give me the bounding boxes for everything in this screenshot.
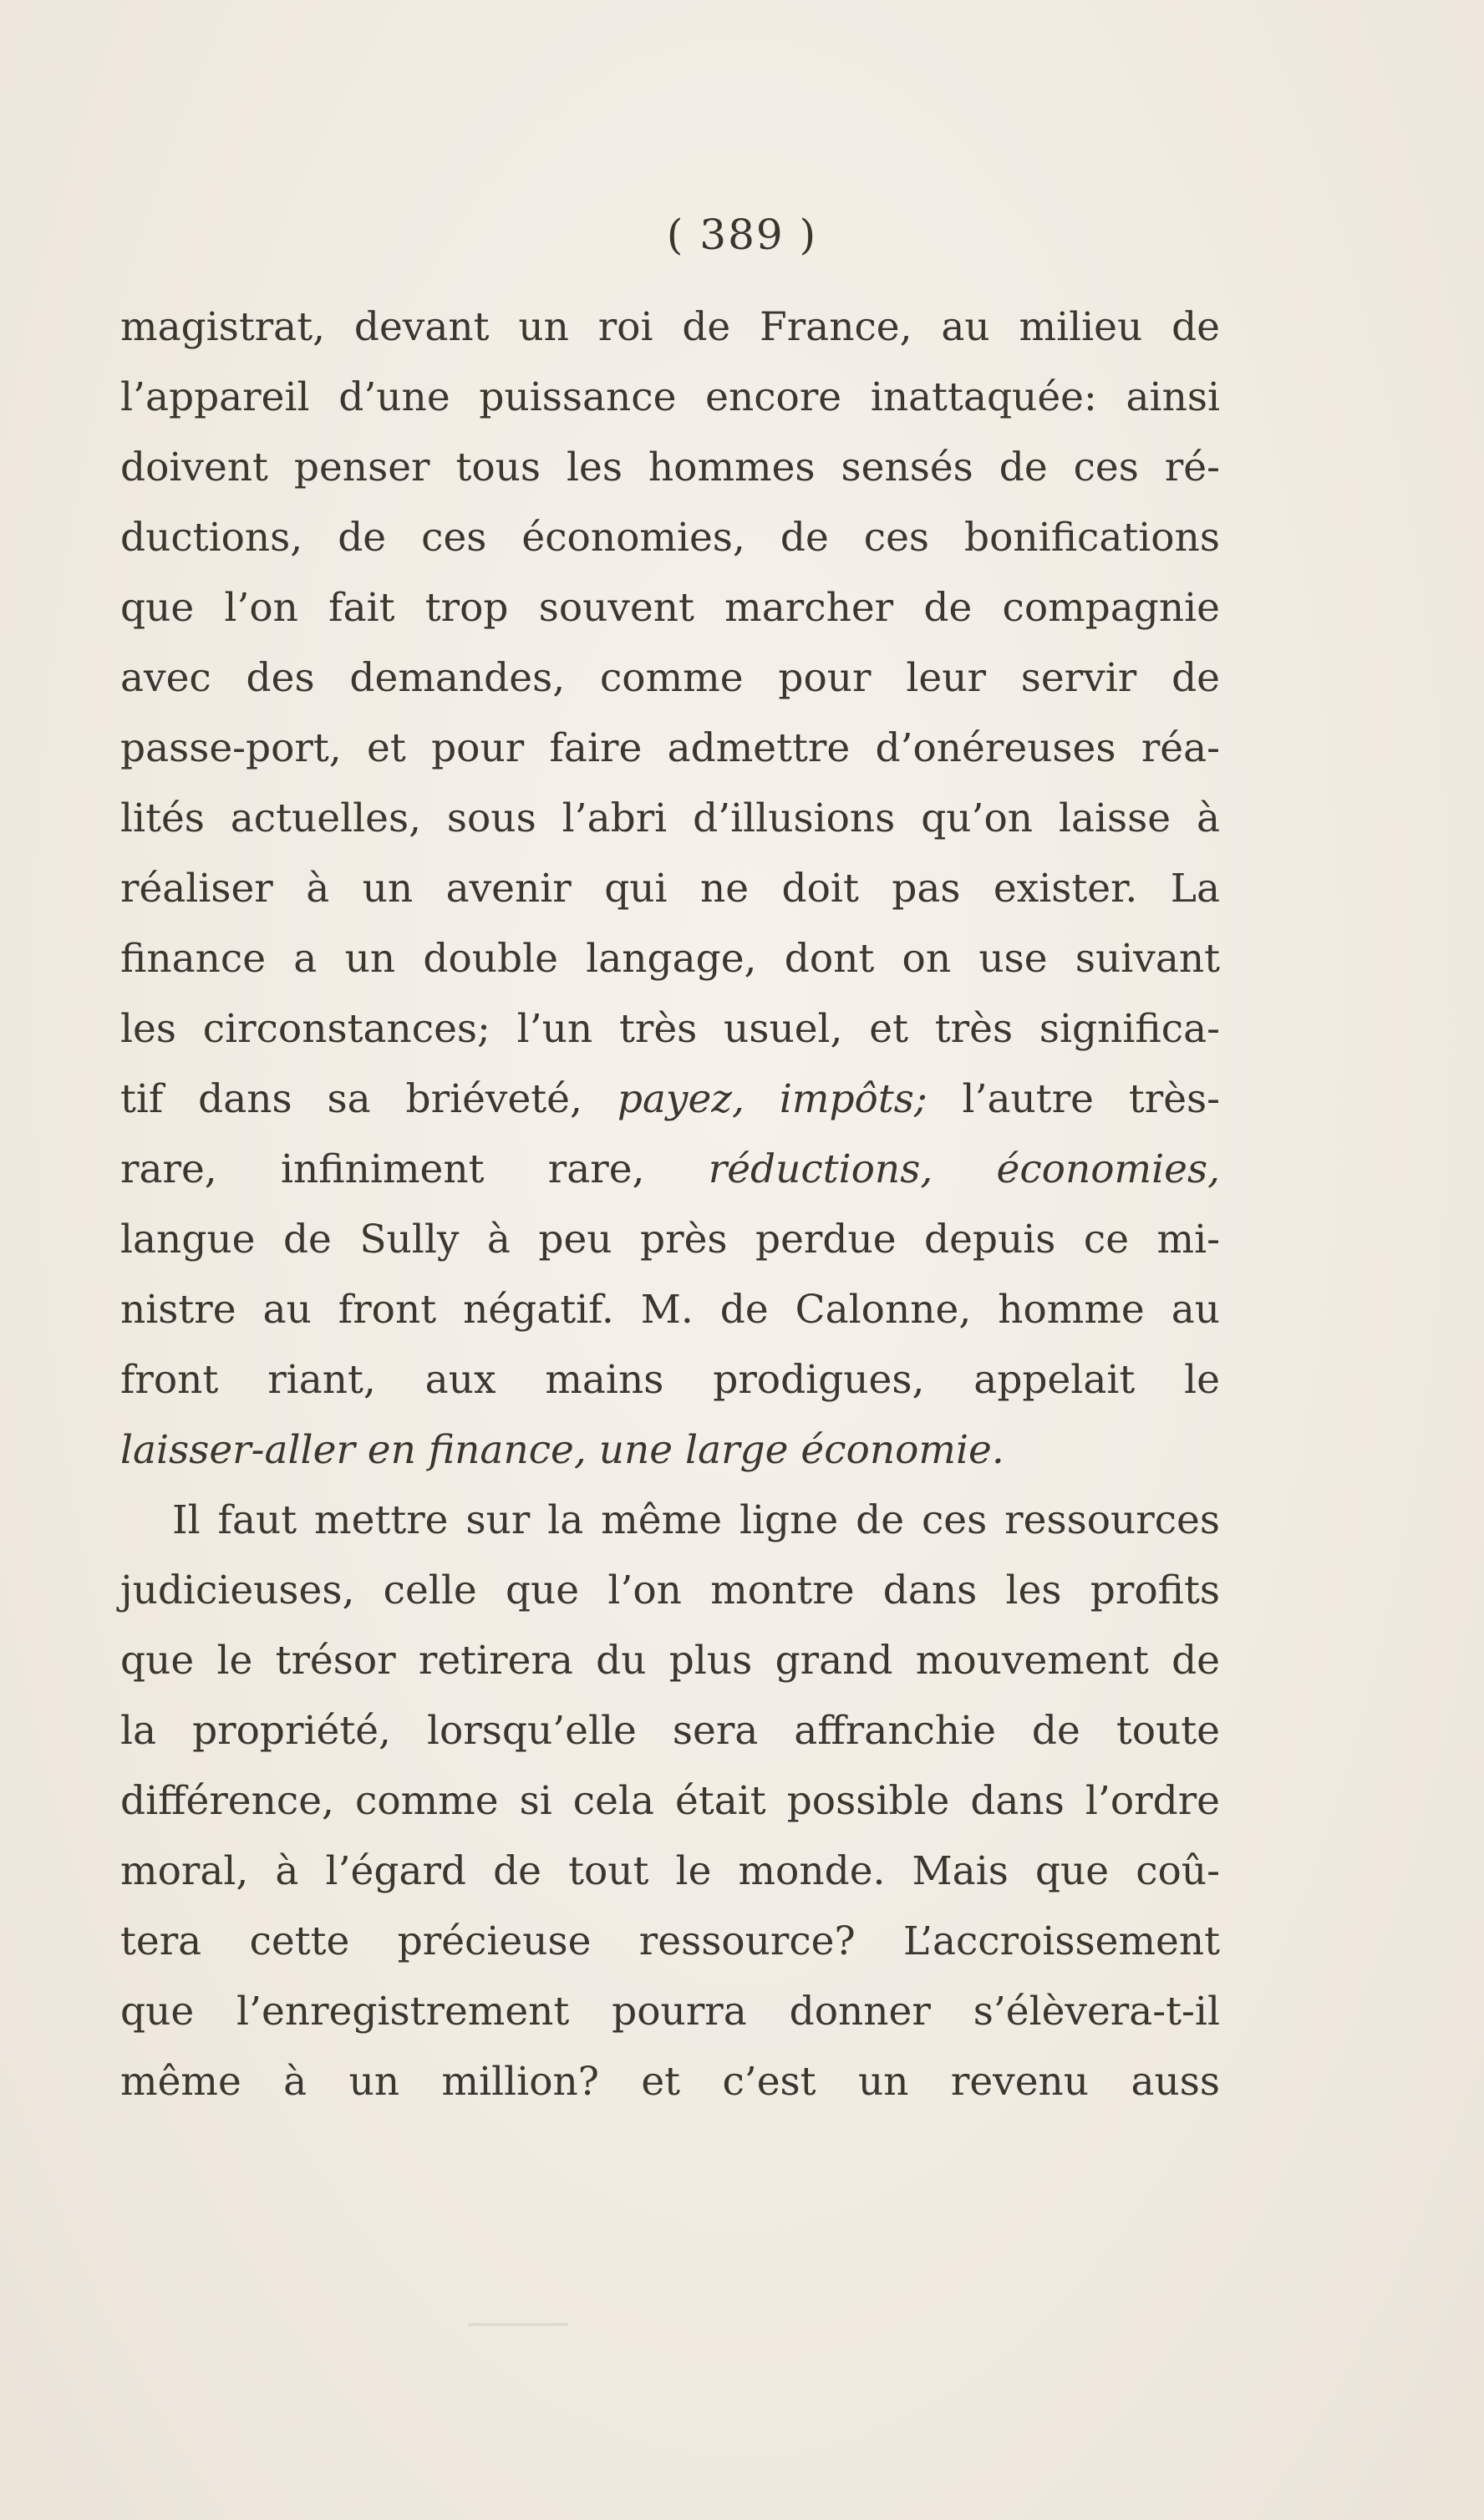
text-span: lités actuelles, sous l’abri d’illusions qu’on laisse à <box>120 795 1220 841</box>
italic-text: réductions, économies, <box>708 1146 1221 1192</box>
text-line <box>120 784 1220 854</box>
paper-mark <box>468 2323 568 2326</box>
text-line <box>120 1696 1220 1766</box>
text-line <box>120 854 1220 924</box>
text-line <box>120 1064 1220 1135</box>
text-span: la propriété, lorsqu’elle sera affranchie de toute <box>120 1708 1220 1754</box>
text-line <box>120 994 1220 1064</box>
text-line <box>120 1415 1220 1486</box>
text-line <box>120 1907 1220 1977</box>
text-span: langue de Sully à peu près perdue depuis ce mi- <box>120 1217 1220 1263</box>
text-span: Il faut mettre sur la même ligne de ces ressources <box>172 1497 1220 1543</box>
text-line <box>120 714 1220 784</box>
text-span: réaliser à un avenir qui ne doit pas exister. La <box>120 866 1220 912</box>
text-span: finance a un double langage, dont on use suivant <box>120 936 1220 982</box>
text-line <box>120 1205 1220 1275</box>
text-span: tera cette précieuse ressource? L’accroissement <box>120 1918 1220 1964</box>
text-span: doivent penser tous les hommes sensés de ces ré- <box>120 445 1220 490</box>
text-line <box>120 573 1220 643</box>
text-span: front riant, aux mains prodigues, appelait le <box>120 1357 1220 1403</box>
text-line <box>120 2047 1220 2117</box>
text-span: avec des demandes, comme pour leur servir de <box>120 655 1220 701</box>
text-line <box>120 1626 1220 1696</box>
text-line <box>120 503 1220 573</box>
text-span: ductions, de ces économies, de ces bonifications <box>120 515 1220 561</box>
text-span: rare, infiniment rare, <box>120 1146 709 1192</box>
text-line <box>120 1486 1220 1556</box>
text-span: les circonstances; l’un très usuel, et très significa- <box>120 1006 1220 1052</box>
italic-text: payez, impôts; <box>617 1076 928 1122</box>
text-line <box>120 1766 1220 1837</box>
page-number: ( 389 ) <box>666 211 818 259</box>
text-span: différence, comme si cela était possible dans l’ordre <box>120 1778 1220 1824</box>
text-span: tif dans sa briéveté, <box>120 1076 617 1122</box>
text-span: que le trésor retirera du plus grand mouvement de <box>120 1638 1220 1684</box>
text-span: judicieuses, celle que l’on montre dans les profits <box>120 1567 1220 1613</box>
italic-text: laisser-aller en finance, une large économie. <box>120 1427 1004 1473</box>
body-text <box>120 292 1220 2117</box>
text-line <box>120 1837 1220 1907</box>
text-span: magistrat, devant un roi de France, au milieu de <box>120 304 1220 350</box>
text-line <box>120 924 1220 994</box>
text-span: que l’on fait trop souvent marcher de compagnie <box>120 585 1220 631</box>
text-line <box>120 1345 1220 1415</box>
text-span: que l’enregistrement pourra donner s’élèvera-t-il <box>120 1989 1220 2035</box>
text-line <box>120 1135 1220 1205</box>
text-span: même à un million? et c’est un revenu auss <box>120 2059 1220 2105</box>
text-span: l’autre très- <box>927 1076 1221 1122</box>
text-span: l’appareil d’une puissance encore inattaquée: ainsi <box>120 374 1220 420</box>
text-span: passe-port, et pour faire admettre d’onéreuses réa- <box>120 725 1220 771</box>
text-line <box>120 1275 1220 1345</box>
text-line <box>120 363 1220 433</box>
text-span: moral, à l’égard de tout le monde. Mais que coû- <box>120 1848 1220 1894</box>
text-line <box>120 433 1220 503</box>
text-span: nistre au front négatif. M. de Calonne, homme au <box>120 1287 1220 1333</box>
text-line <box>120 1556 1220 1626</box>
text-line <box>120 292 1220 363</box>
text-line <box>120 643 1220 714</box>
text-line <box>120 1977 1220 2047</box>
